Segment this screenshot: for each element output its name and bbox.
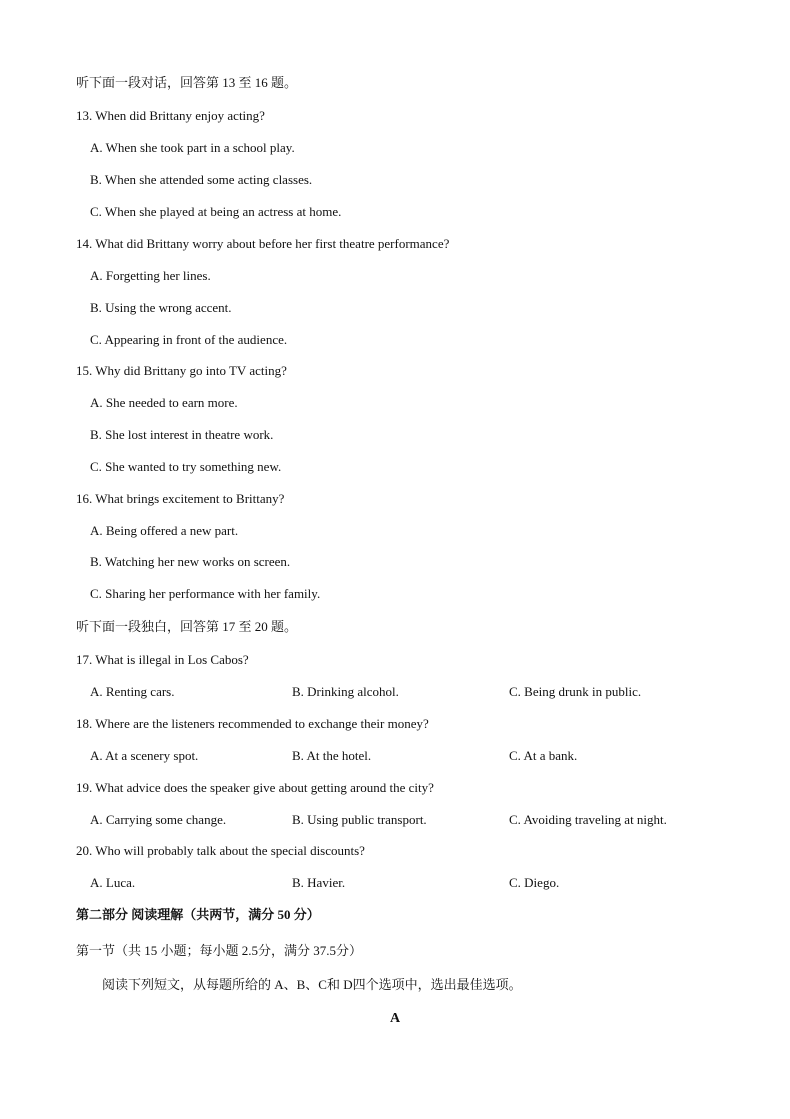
question-20: 20. Who will probably talk about the special discounts? <box>76 843 365 858</box>
q13-option-b: B. When she attended some acting classes. <box>90 172 313 187</box>
question-14: 14. What did Brittany worry about before her first theatre performance? <box>76 236 450 251</box>
q17-option-a: A. Renting cars. <box>90 684 175 699</box>
q18-option-c: C. At a bank. <box>509 748 578 763</box>
q16-option-a: A. Being offered a new part. <box>90 523 239 538</box>
question-19: 19. What advice does the speaker give about getting around the city? <box>76 780 434 795</box>
q20-option-b: B. Havier. <box>292 875 346 890</box>
q14-option-b: B. Using the wrong accent. <box>90 300 232 315</box>
question-15: 15. Why did Brittany go into TV acting? <box>76 363 287 378</box>
q16-option-b: B. Watching her new works on screen. <box>90 554 291 569</box>
part-two-heading: 第二部分 阅读理解（共两节，满分 50 分） <box>76 907 320 922</box>
passage-label: A <box>389 1011 401 1026</box>
question-13: 13. When did Brittany enjoy acting? <box>76 108 265 123</box>
q18-option-b: B. At the hotel. <box>292 748 372 763</box>
q19-option-a: A. Carrying some change. <box>90 812 227 827</box>
q15-option-a: A. She needed to earn more. <box>90 395 238 410</box>
listening-section-intro-13-16: 听下面一段对话，回答第 13 至 16 题。 <box>76 75 298 90</box>
q19-option-c: C. Avoiding traveling at night. <box>509 812 667 827</box>
q15-option-b: B. She lost interest in theatre work. <box>90 427 274 442</box>
q14-option-c: C. Appearing in front of the audience. <box>90 332 288 347</box>
question-16: 16. What brings excitement to Brittany? <box>76 491 285 506</box>
q16-option-c: C. Sharing her performance with her family. <box>90 586 321 601</box>
q14-option-a: A. Forgetting her lines. <box>90 268 211 283</box>
q20-option-a: A. Luca. <box>90 875 136 890</box>
q18-option-a: A. At a scenery spot. <box>90 748 199 763</box>
question-17: 17. What is illegal in Los Cabos? <box>76 652 249 667</box>
q17-option-c: C. Being drunk in public. <box>509 684 642 699</box>
q15-option-c: C. She wanted to try something new. <box>90 459 282 474</box>
question-18: 18. Where are the listeners recommended to exchange their money? <box>76 716 429 731</box>
q19-option-b: B. Using public transport. <box>292 812 427 827</box>
section-one-heading: 第一节（共 15 小题；每小题 2.5分，满分 37.5分） <box>76 943 363 958</box>
q17-option-b: B. Drinking alcohol. <box>292 684 399 699</box>
q13-option-c: C. When she played at being an actress at home. <box>90 204 342 219</box>
listening-section-intro-17-20: 听下面一段独白，回答第 17 至 20 题。 <box>76 619 298 634</box>
q13-option-a: A. When she took part in a school play. <box>90 140 295 155</box>
reading-instructions: 阅读下列短文，从每题所给的 A、B、C和 D四个选项中，选出最佳选项。 <box>102 977 522 992</box>
q20-option-c: C. Diego. <box>509 875 560 890</box>
